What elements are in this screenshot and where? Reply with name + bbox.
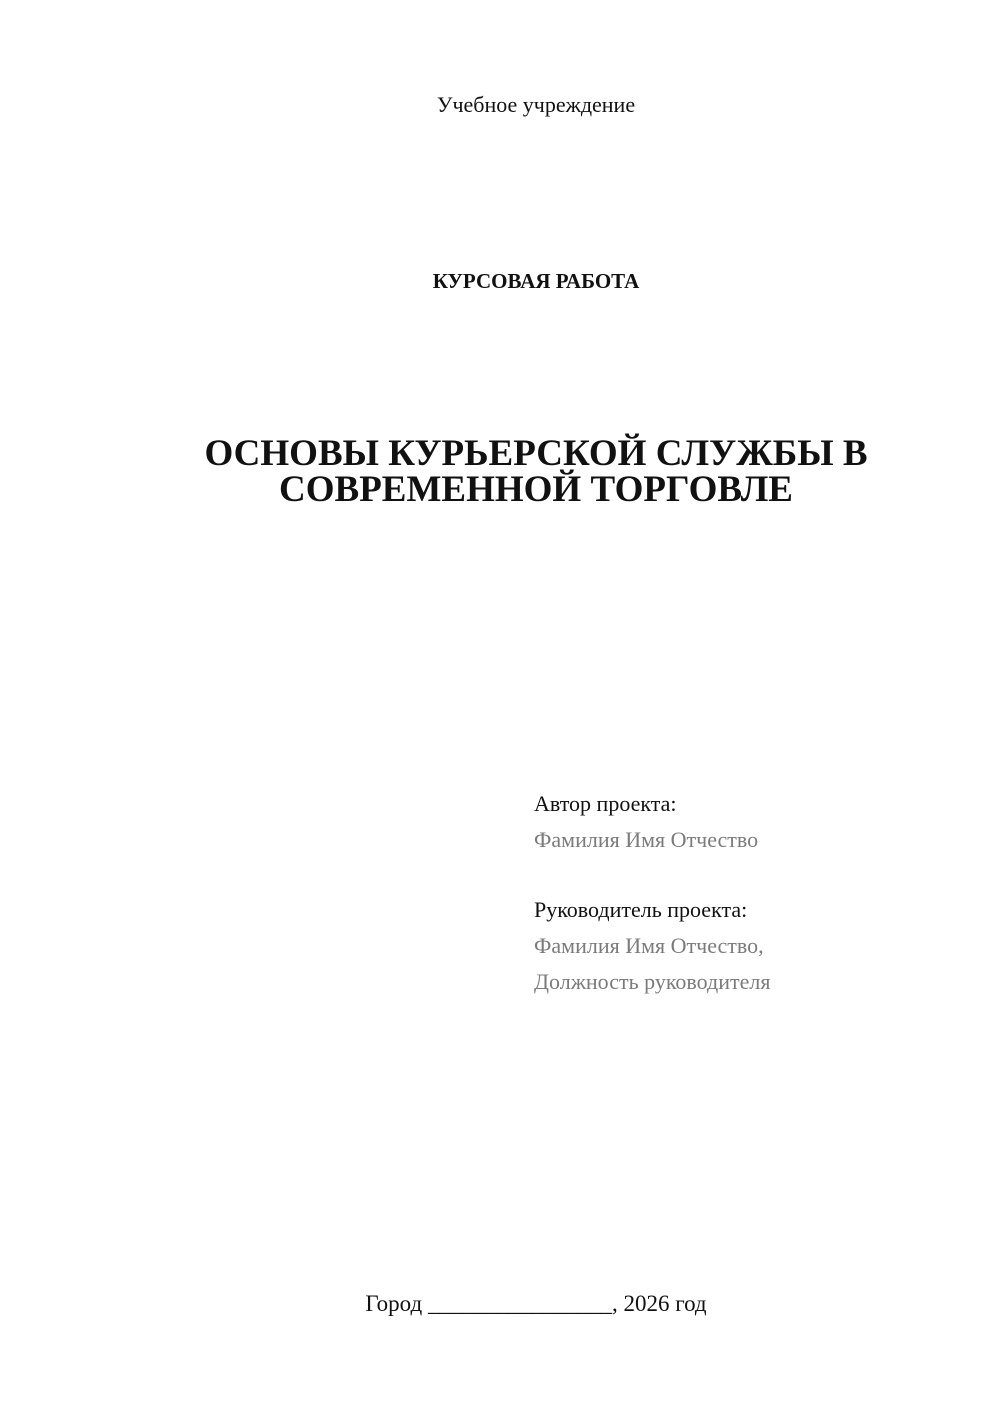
city-year-line: Город ________________, 2026 год (365, 1291, 707, 1316)
supervisor-position: Должность руководителя (534, 969, 771, 994)
document-title (140, 433, 932, 510)
title-line-2: СОВРЕМЕННОЙ ТОРГОВЛЕ (279, 469, 793, 510)
title-line-1: ОСНОВЫ КУРЬЕРСКОЙ СЛУЖБЫ В (204, 433, 868, 474)
institution-name: Учебное учреждение (436, 92, 636, 117)
supervisor-label: Руководитель проекта: (534, 897, 748, 922)
author-name: Фамилия Имя Отчество (534, 827, 759, 852)
authors-block (534, 786, 974, 1000)
spacer (534, 858, 974, 892)
author-label: Автор проекта: (534, 791, 677, 816)
work-type: КУРСОВАЯ РАБОТА (432, 269, 640, 293)
supervisor-name: Фамилия Имя Отчество, (534, 933, 764, 958)
